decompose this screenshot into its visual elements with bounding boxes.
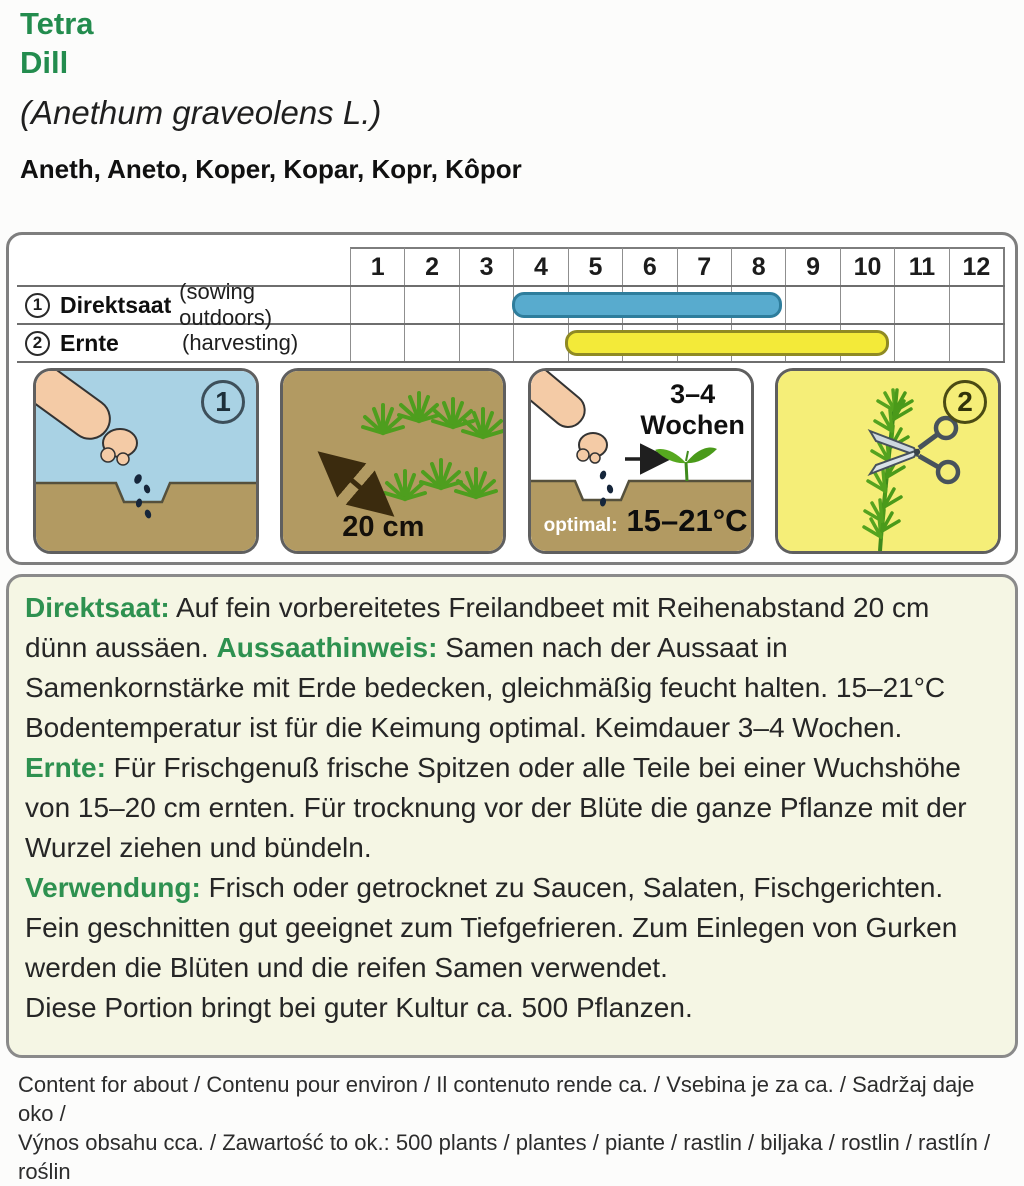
footer (18, 1070, 1012, 1186)
calendar-cell (513, 325, 567, 361)
row-name: Ernte (60, 329, 119, 356)
calendar-month-header (350, 247, 1005, 285)
calendar-cell (785, 287, 839, 323)
calendar-cell (350, 287, 404, 323)
calendar-cell (894, 325, 948, 361)
calendar-cell (949, 325, 1003, 361)
temperature-value: 15–21°C (626, 503, 748, 538)
calendar-cell (404, 325, 458, 361)
product-title: Dill (20, 45, 69, 80)
month-cell: 2 (404, 247, 458, 285)
row-sublabel: (sowing outdoors) (179, 279, 273, 330)
pictogram-panel-germination (528, 368, 754, 554)
sowing-calendar-box (6, 232, 1018, 565)
alternate-names: Aneth, Aneto, Koper, Kopar, Kopr, Kôpor (20, 154, 522, 184)
footer-content-line2: Výnos obsahu cca. / Zawartość to ok.: 500 plants / plantes / piante / rastlin / biljaka / rostlin / rastlín / roślin (18, 1130, 991, 1184)
brand-title: Tetra (20, 6, 94, 41)
calendar-row-harvest (17, 323, 1005, 363)
instructions-paragraph (25, 868, 999, 988)
month-cell: 7 (677, 247, 731, 285)
pictogram-row (33, 368, 1001, 554)
month-cell: 11 (894, 247, 948, 285)
soil-temperature-label (544, 503, 748, 539)
calendar-row-label (17, 325, 350, 361)
instruction-heading: Direktsaat: (25, 592, 170, 623)
spacing-label: 20 cm (342, 511, 425, 543)
month-cell: 6 (622, 247, 676, 285)
calendar-row-label (17, 279, 350, 330)
sowing-period-bar (512, 292, 782, 318)
step-1-badge: 1 (201, 380, 245, 424)
botanical-name: (Anethum graveolens L.) (20, 94, 382, 131)
instruction-text: Auf fein vorbereitetes Freilandbeet mit Reihenabstand 20 cm dünn aussäen. (25, 592, 930, 663)
instructions-box (6, 574, 1018, 1058)
instruction-text: Samen nach der Aussaat in Samenkornstärke mit Erde bedecken, gleichmäßig feucht halten. 15–21°C Bodentemperatur ist für die Keimung optimal. Keimdauer 3–4 Wochen. (25, 632, 946, 743)
calendar-row-cells (350, 287, 1005, 323)
harvest-period-bar (565, 330, 889, 356)
step-2-number-icon: 2 (25, 331, 50, 356)
calendar-cell (894, 287, 948, 323)
calendar-cell (949, 287, 1003, 323)
calendar-cell (459, 325, 513, 361)
duration-line1: 3–4 (670, 379, 716, 409)
row-sublabel: (harvesting) (182, 330, 299, 355)
month-cell: 9 (785, 247, 839, 285)
instruction-heading: Aussaathinweis: (216, 632, 438, 663)
instruction-heading: Ernte: (25, 752, 106, 783)
month-cell: 10 (840, 247, 894, 285)
pictogram-panel-harvest (775, 368, 1001, 554)
instruction-text: Für Frischgenuß frische Spitzen oder alle Teile bei einer Wuchshöhe von 15–20 cm ernten. Für trocknung vor der Blüte die ganze Pflanze mit der Wurzel ziehen und bündeln. (25, 752, 967, 863)
instruction-heading: Verwendung: (25, 872, 201, 903)
footer-content-line1: Content for about / Contenu pour environ / Il contenuto rende ca. / Vsebina je za ca. / Sadržaj daje oko / (18, 1072, 975, 1126)
calendar-cell (404, 287, 458, 323)
sowing-calendar-table (17, 247, 1005, 363)
instructions-paragraph (25, 748, 999, 868)
month-cell: 12 (949, 247, 1003, 285)
calendar-header-row (17, 247, 1005, 285)
pictogram-panel-spacing (280, 368, 506, 554)
instructions-paragraph (25, 988, 999, 1028)
calendar-cell (840, 287, 894, 323)
instruction-text: Diese Portion bringt bei guter Kultur ca. 500 Pflanzen. (25, 992, 693, 1023)
step-2-badge: 2 (943, 380, 987, 424)
calendar-row-sowing (17, 279, 1005, 330)
row-name: Direktsaat (60, 291, 172, 318)
month-cell: 1 (350, 247, 404, 285)
duration-line2: Wochen (640, 410, 745, 440)
header (20, 4, 522, 185)
step-1-number-icon: 1 (25, 293, 50, 318)
pictogram-panel-sowing (33, 368, 259, 554)
calendar-cell (350, 325, 404, 361)
month-cell: 5 (568, 247, 622, 285)
calendar-cell (459, 287, 513, 323)
month-cell: 8 (731, 247, 785, 285)
month-cell: 3 (459, 247, 513, 285)
germination-duration-label (637, 379, 749, 441)
calendar-row-cells (350, 325, 1005, 361)
instruction-text: Frisch oder getrocknet zu Saucen, Salaten, Fischgerichten. Fein geschnitten gut geeignet zum Tiefgefrieren. Zum Einlegen von Gurken werden die Blüten und die reifen Samen verwendet. (25, 872, 958, 983)
month-cell: 4 (513, 247, 567, 285)
optimal-prefix: optimal: (543, 515, 618, 536)
instructions-text (25, 588, 999, 1028)
instructions-paragraph (25, 588, 999, 748)
